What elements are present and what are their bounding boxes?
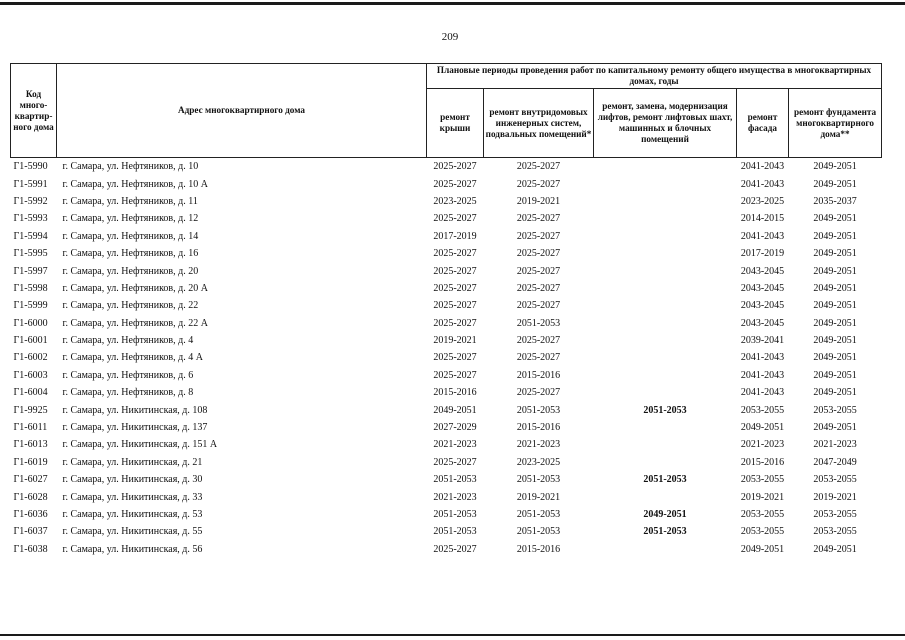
roof-period: 2051-2053 [433, 526, 477, 538]
engineering-period: 2051-2053 [516, 509, 561, 520]
house-code: Г1-5993 [13, 213, 48, 225]
house-code: Г1-5999 [13, 300, 48, 312]
header-engineering: ремонт внутридомовых инженерных систем, подвальных помещений* [484, 89, 594, 158]
table-row [11, 228, 882, 245]
lift-period [594, 541, 737, 558]
foundation-period: 2049-2051 [813, 422, 857, 434]
engineering-period: 2015-2016 [516, 543, 561, 555]
house-address: г. Самара, ул. Нефтяников, д. 12 [62, 213, 199, 225]
table-row [11, 297, 882, 314]
roof-period: 2025-2027 [433, 369, 477, 381]
lift-period [594, 210, 737, 227]
facade-period: 2023-2025 [740, 195, 785, 207]
capital-repair-table [10, 63, 882, 558]
header-roof: ремонт крыши [427, 89, 484, 158]
foundation-period: 2053-2055 [813, 509, 857, 520]
header-address: Адрес многоквартирного дома [57, 64, 427, 158]
house-code: Г1-6019 [13, 456, 48, 468]
lift-period [594, 332, 737, 349]
house-code: Г1-6002 [13, 352, 48, 364]
house-address: г. Самара, ул. Нефтяников, д. 22 А [62, 317, 208, 329]
facade-period: 2043-2045 [740, 300, 785, 312]
facade-period: 2053-2055 [740, 404, 785, 416]
lift-period [594, 228, 737, 245]
engineering-period: 2015-2016 [516, 422, 561, 434]
lift-period [594, 367, 737, 384]
engineering-period: 2051-2053 [516, 526, 561, 538]
engineering-period: 2021-2023 [516, 439, 561, 451]
roof-period: 2017-2019 [433, 230, 477, 242]
house-address: г. Самара, ул. Никитинская, д. 33 [62, 491, 203, 503]
lift-period: 2051-2053 [643, 526, 687, 538]
house-address: г. Самара, ул. Никитинская, д. 55 [62, 526, 203, 538]
foundation-period: 2053-2055 [813, 404, 857, 416]
house-address: г. Самара, ул. Нефтяников, д. 4 А [62, 352, 203, 364]
table-row [11, 349, 882, 366]
foundation-period: 2049-2051 [813, 161, 857, 173]
facade-period: 2043-2045 [740, 282, 785, 294]
engineering-period: 2023-2025 [516, 456, 561, 468]
engineering-period: 2019-2021 [516, 491, 561, 503]
foundation-period: 2049-2051 [813, 352, 857, 364]
engineering-period: 2025-2027 [516, 161, 561, 173]
engineering-period: 2025-2027 [516, 387, 561, 399]
foundation-period: 2049-2051 [813, 387, 857, 399]
engineering-period: 2025-2027 [516, 230, 561, 242]
engineering-period: 2025-2027 [516, 178, 561, 190]
house-address: г. Самара, ул. Нефтяников, д. 6 [62, 369, 194, 381]
house-address: г. Самара, ул. Нефтяников, д. 10 А [62, 178, 208, 190]
table-row [11, 280, 882, 297]
lift-period [594, 419, 737, 436]
top-rule [0, 2, 905, 5]
foundation-period: 2019-2021 [813, 491, 857, 503]
lift-period [594, 488, 737, 505]
lift-period [594, 384, 737, 401]
foundation-period: 2053-2055 [813, 474, 857, 486]
house-code: Г1-5992 [13, 195, 48, 207]
foundation-period: 2035-2037 [813, 195, 857, 207]
table-body [11, 158, 882, 558]
header-foundation: ремонт фундамента многоквартирного дома** [789, 89, 882, 158]
facade-period: 2053-2055 [740, 474, 785, 486]
table-row [11, 401, 882, 418]
lift-period [594, 245, 737, 262]
table-row [11, 210, 882, 227]
house-code: Г1-6038 [13, 543, 48, 555]
roof-period: 2025-2027 [433, 543, 477, 555]
house-address: г. Самара, ул. Нефтяников, д. 16 [62, 248, 199, 260]
table-row [11, 471, 882, 488]
facade-period: 2041-2043 [740, 161, 785, 173]
house-code: Г1-6001 [13, 335, 48, 347]
facade-period: 2039-2041 [740, 335, 785, 347]
table-row [11, 436, 882, 453]
house-code: Г1-5995 [13, 248, 48, 260]
roof-period: 2021-2023 [433, 491, 477, 503]
house-code: Г1-5990 [13, 161, 48, 173]
house-address: г. Самара, ул. Нефтяников, д. 20 [62, 265, 199, 277]
foundation-period: 2049-2051 [813, 230, 857, 242]
house-code: Г1-6037 [13, 526, 48, 538]
roof-period: 2023-2025 [433, 195, 477, 207]
house-code: Г1-6000 [13, 317, 48, 329]
roof-period: 2025-2027 [433, 248, 477, 260]
roof-period: 2051-2053 [433, 509, 477, 520]
facade-period: 2049-2051 [740, 422, 785, 434]
roof-period: 2019-2021 [433, 335, 477, 347]
house-address: г. Самара, ул. Нефтяников, д. 11 [62, 195, 198, 207]
table-row [11, 158, 882, 176]
foundation-period: 2049-2051 [813, 335, 857, 347]
foundation-period: 2049-2051 [813, 213, 857, 225]
table-row [11, 315, 882, 332]
house-code: Г1-6036 [13, 509, 48, 520]
foundation-period: 2049-2051 [813, 369, 857, 381]
table-row [11, 454, 882, 471]
table-row [11, 506, 882, 523]
table-row [11, 332, 882, 349]
roof-period: 2049-2051 [433, 404, 477, 416]
header-periods: Плановые периоды проведения работ по капитальному ремонту общего имущества в многоквартирных домах, годы [427, 64, 882, 89]
house-address: г. Самара, ул. Нефтяников, д. 8 [62, 387, 194, 399]
lift-period [594, 454, 737, 471]
house-code: Г1-5991 [13, 178, 48, 190]
bottom-rule [0, 634, 905, 636]
facade-period: 2041-2043 [740, 387, 785, 399]
engineering-period: 2051-2053 [516, 404, 561, 416]
engineering-period: 2015-2016 [516, 369, 561, 381]
house-address: г. Самара, ул. Никитинская, д. 137 [62, 422, 208, 434]
house-code: Г1-9925 [13, 404, 48, 416]
facade-period: 2053-2055 [740, 526, 785, 538]
house-code: Г1-5994 [13, 230, 48, 242]
table-row [11, 419, 882, 436]
engineering-period: 2025-2027 [516, 248, 561, 260]
house-address: г. Самара, ул. Нефтяников, д. 22 [62, 300, 199, 312]
house-address: г. Самара, ул. Никитинская, д. 21 [62, 456, 203, 468]
house-address: г. Самара, ул. Никитинская, д. 53 [62, 509, 203, 520]
house-address: г. Самара, ул. Нефтяников, д. 14 [62, 230, 199, 242]
foundation-period: 2053-2055 [813, 526, 857, 538]
foundation-period: 2049-2051 [813, 543, 857, 555]
house-address: г. Самара, ул. Никитинская, д. 30 [62, 474, 203, 486]
roof-period: 2025-2027 [433, 178, 477, 190]
roof-period: 2025-2027 [433, 161, 477, 173]
foundation-period: 2021-2023 [813, 439, 857, 451]
lift-period [594, 193, 737, 210]
facade-period: 2019-2021 [740, 491, 785, 503]
lift-period [594, 349, 737, 366]
facade-period: 2041-2043 [740, 178, 785, 190]
table-row [11, 245, 882, 262]
foundation-period: 2049-2051 [813, 178, 857, 190]
house-code: Г1-5998 [13, 282, 48, 294]
engineering-period: 2019-2021 [516, 195, 561, 207]
house-address: г. Самара, ул. Нефтяников, д. 20 А [62, 282, 208, 294]
facade-period: 2021-2023 [740, 439, 785, 451]
lift-period [594, 158, 737, 176]
table-row [11, 384, 882, 401]
foundation-period: 2049-2051 [813, 300, 857, 312]
facade-period: 2049-2051 [740, 543, 785, 555]
engineering-period: 2025-2027 [516, 335, 561, 347]
house-address: г. Самара, ул. Никитинская, д. 56 [62, 543, 203, 555]
facade-period: 2043-2045 [740, 317, 785, 329]
house-address: г. Самара, ул. Никитинская, д. 151 А [62, 439, 218, 451]
house-address: г. Самара, ул. Никитинская, д. 108 [62, 404, 208, 416]
roof-period: 2015-2016 [433, 387, 477, 399]
table-row [11, 541, 882, 558]
engineering-period: 2051-2053 [516, 474, 561, 486]
header-code: Код много-квартир-ного дома [11, 64, 57, 158]
house-code: Г1-6011 [13, 422, 48, 434]
engineering-period: 2025-2027 [516, 352, 561, 364]
facade-period: 2015-2016 [740, 456, 785, 468]
house-address: г. Самара, ул. Нефтяников, д. 10 [62, 161, 199, 173]
roof-period: 2025-2027 [433, 352, 477, 364]
house-code: Г1-6004 [13, 387, 48, 399]
roof-period: 2025-2027 [433, 300, 477, 312]
roof-period: 2025-2027 [433, 456, 477, 468]
lift-period [594, 436, 737, 453]
house-code: Г1-6013 [13, 439, 48, 451]
house-code: Г1-6027 [13, 474, 48, 486]
facade-period: 2041-2043 [740, 352, 785, 364]
foundation-period: 2049-2051 [813, 248, 857, 260]
roof-period: 2025-2027 [433, 282, 477, 294]
table-row [11, 523, 882, 540]
roof-period: 2025-2027 [433, 213, 477, 225]
lift-period [594, 297, 737, 314]
lift-period: 2051-2053 [643, 404, 687, 416]
lift-period: 2049-2051 [643, 509, 687, 520]
engineering-period: 2025-2027 [516, 213, 561, 225]
page-number: 209 [441, 31, 459, 43]
foundation-period: 2047-2049 [813, 456, 857, 468]
engineering-period: 2051-2053 [516, 317, 561, 329]
roof-period: 2027-2029 [433, 422, 477, 434]
facade-period: 2014-2015 [740, 213, 785, 225]
facade-period: 2053-2055 [740, 509, 785, 520]
roof-period: 2021-2023 [433, 439, 477, 451]
engineering-period: 2025-2027 [516, 265, 561, 277]
roof-period: 2051-2053 [433, 474, 477, 486]
roof-period: 2025-2027 [433, 317, 477, 329]
lift-period [594, 315, 737, 332]
house-code: Г1-6003 [13, 369, 48, 381]
table-row [11, 262, 882, 279]
lift-period [594, 262, 737, 279]
lift-period: 2051-2053 [643, 474, 687, 486]
facade-period: 2017-2019 [740, 248, 785, 260]
table-row [11, 367, 882, 384]
facade-period: 2043-2045 [740, 265, 785, 277]
roof-period: 2025-2027 [433, 265, 477, 277]
header-lifts: ремонт, замена, модернизация лифтов, ремонт лифтовых шахт, машинных и блочных помещений [594, 89, 737, 158]
house-address: г. Самара, ул. Нефтяников, д. 4 [62, 335, 194, 347]
engineering-period: 2025-2027 [516, 282, 561, 294]
house-code: Г1-5997 [13, 265, 48, 277]
table-row [11, 488, 882, 505]
foundation-period: 2049-2051 [813, 317, 857, 329]
house-code: Г1-6028 [13, 491, 48, 503]
table-row [11, 175, 882, 192]
foundation-period: 2049-2051 [813, 282, 857, 294]
engineering-period: 2025-2027 [516, 300, 561, 312]
lift-period [594, 280, 737, 297]
table-row [11, 193, 882, 210]
header-facade: ремонт фасада [737, 89, 789, 158]
foundation-period: 2049-2051 [813, 265, 857, 277]
facade-period: 2041-2043 [740, 230, 785, 242]
lift-period [594, 175, 737, 192]
facade-period: 2041-2043 [740, 369, 785, 381]
